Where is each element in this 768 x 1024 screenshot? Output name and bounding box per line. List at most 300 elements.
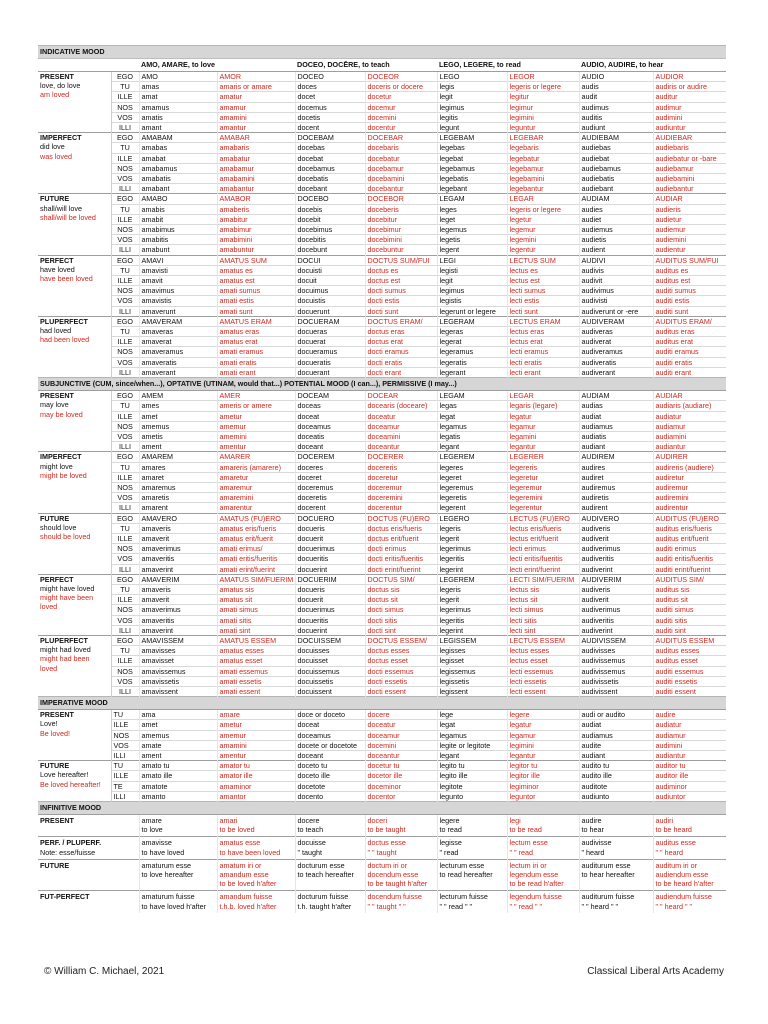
active-form: amaverimus [139,605,217,615]
passive-form: audimini [653,740,726,750]
active-form: docuit [295,276,365,286]
active-form: docuisses [295,646,365,656]
pronoun: ILLI [111,751,139,761]
passive-form: audiaris (audiare) [653,401,726,411]
conjugation-row [38,791,726,801]
active-form: amavisses [139,646,217,656]
passive-form: audiamur [653,421,726,431]
passive-form: legatur [507,720,579,730]
passive-meaning: had been loved [40,335,90,345]
pronoun: ILLI [111,791,139,801]
infinitive-tense [38,891,139,913]
conjugation-row [38,245,726,255]
pronoun: ILLI [111,442,139,452]
infinitive-form [295,859,365,891]
passive-form: docti erimus [365,544,437,554]
passive-form: lecti essemus [507,666,579,676]
tense-label [38,194,111,255]
passive-form: legemur [507,225,579,235]
active-form: audiebant [579,184,653,194]
passive-form: legitor ille [507,771,579,781]
active-form: docuissemus [295,666,365,676]
passive-form: leguntur [507,123,579,133]
active-form: legerat [437,337,507,347]
passive-form: amabimini [217,235,295,245]
form-line: amaturum fuisse [141,892,195,902]
passive-form: docearis (doceare) [365,401,437,411]
active-form: amaveras [139,327,217,337]
tense-label [38,391,111,452]
conjugation-row [38,710,726,720]
infinitive-form [295,837,365,859]
active-form: legeratis [437,357,507,367]
active-form: legerit [437,595,507,605]
active-meaning: might had loved [40,645,91,655]
passive-form: auditi sumus [653,286,726,296]
conjugation-row [38,544,726,554]
passive-form: amatus eris/fueris [217,523,295,533]
passive-form: docti erint/fuerint [365,564,437,574]
active-form: amamus [139,102,217,112]
copyright-text: © William C. Michael, 2021 [44,966,165,977]
active-form: audiverunt or -ere [579,306,653,316]
conjugation-row [38,584,726,594]
pronoun: ILLE [111,411,139,421]
conjugation-row [38,174,726,184]
form-line: doceri [367,816,388,826]
active-form: legebat [437,153,507,163]
form-line: to teach hereafter [297,870,354,880]
pronoun: ILLI [111,564,139,574]
active-form: amaretis [139,493,217,503]
active-form: docuerint [295,625,365,635]
active-form: amabunt [139,245,217,255]
conjugation-row [38,771,726,781]
passive-form: auditi essemus [653,666,726,676]
passive-form: doctus eris/fueris [365,523,437,533]
passive-form: amati eramus [217,347,295,357]
active-form: AMAVERIM [139,574,217,584]
conjugation-row [38,740,726,750]
form-line: audiri [655,816,674,826]
passive-form: auditus erit/fuerit [653,533,726,543]
passive-form: amati estis [217,296,295,306]
conjugation-row [38,327,726,337]
active-form: audivisses [579,646,653,656]
conjugation-row [38,235,726,245]
passive-form: doctus eras [365,327,437,337]
passive-form: lecti eritis/fueritis [507,554,579,564]
active-form: amaremus [139,482,217,492]
active-form: doceamus [295,730,365,740]
tense-name: PERF. / PLUPERF. [40,838,102,848]
pronoun: ILLI [111,625,139,635]
passive-form: legebamini [507,174,579,184]
conjugation-row [38,255,726,265]
active-form: legeras [437,327,507,337]
passive-form: docentor [365,791,437,801]
active-form: doceamus [295,421,365,431]
passive-form: AMABAR [217,133,295,143]
infinitive-row [38,837,726,859]
active-form: DOCEBAM [295,133,365,143]
active-form: amaveritis [139,554,217,564]
active-form: legis [437,82,507,92]
passive-meaning: might be loved [40,470,87,480]
passive-form: legeretur [507,472,579,482]
pronoun: NOS [111,730,139,740]
passive-form: legeremur [507,482,579,492]
active-form: AUDIVERIM [579,574,653,584]
active-form: AMAVI [139,255,217,265]
passive-form: AUDITUS SUM/FUI [653,255,726,265]
active-form: legissent [437,686,507,696]
passive-form: audimur [653,102,726,112]
form-line: to be taught [367,825,406,835]
active-form: amavissent [139,686,217,696]
active-form: doceto ille [295,771,365,781]
form-line: amare [141,816,162,826]
pronoun: ILLE [111,214,139,224]
passive-form: doceantur [365,442,437,452]
passive-form: doceremur [365,482,437,492]
passive-form: DOCEBAR [365,133,437,143]
passive-form: legimur [507,102,579,112]
pronoun: EGO [111,391,139,401]
passive-form: auditi erant [653,367,726,377]
active-form: audivisti [579,296,653,306]
conjugation-row [38,153,726,163]
form-line: to have loved [141,847,185,857]
passive-form: LEGEBAR [507,133,579,143]
pronoun: TU [111,523,139,533]
active-form: legisses [437,646,507,656]
passive-form: ametur [217,720,295,730]
passive-meaning: might have been [40,593,94,603]
passive-form: auditi eratis [653,357,726,367]
conjugation-row [38,133,726,143]
active-form: AMO [139,72,217,82]
active-form: AUDIO [579,72,653,82]
pronoun: ILLE [111,771,139,781]
active-form: doceas [295,401,365,411]
active-form: audiverant [579,367,653,377]
active-form: audito ille [579,771,653,781]
active-form: audiant [579,442,653,452]
active-form: amaverit [139,595,217,605]
tense-label [38,513,111,574]
form-line: to read [439,825,462,835]
passive-form: audiebatur or -bare [653,153,726,163]
tense-label [38,133,111,194]
tense-label [38,452,111,513]
mood-banner [38,46,726,59]
active-form: legisti [437,265,507,275]
verb-header: LEGO, LEGERE, to read [437,59,579,72]
form-line: " " taught " " [367,901,406,911]
active-form: LEGEREM [437,452,507,462]
active-form: AUDIVERAM [579,316,653,326]
passive-form: LECTUS SUM [507,255,579,265]
form-line: legisse [439,838,462,848]
passive-form: DOCTUS SIM/ [365,574,437,584]
pronoun: EGO [111,133,139,143]
passive-form: docebuntur [365,245,437,255]
infinitive-form [507,859,579,891]
passive-form: DOCERER [365,452,437,462]
passive-form: doceris or docere [365,82,437,92]
passive-form: LEGERER [507,452,579,462]
passive-form: lecti sitis [507,615,579,625]
active-form: amaverit [139,533,217,543]
conjugation-row [38,204,726,214]
tense-name: PLUPERFECT [40,316,88,326]
pronoun: EGO [111,255,139,265]
passive-form: legimini [507,112,579,122]
passive-meaning: have been loved [40,274,93,284]
active-form: audivis [579,265,653,275]
conjugation-row [38,123,726,133]
passive-form: docere [365,710,437,720]
active-form: legebas [437,143,507,153]
active-form: DOCUERO [295,513,365,523]
passive-form: audiebantur [653,184,726,194]
active-form: docuissetis [295,676,365,686]
active-form: doceatis [295,431,365,441]
active-form: legitote [437,781,507,791]
active-form: DOCEBO [295,194,365,204]
passive-form: doceamur [365,730,437,740]
pronoun: VOS [111,357,139,367]
pronoun: EGO [111,316,139,326]
passive-form: docebamini [365,174,437,184]
passive-form: amaretur [217,472,295,482]
active-form: amabimus [139,225,217,235]
active-meaning: love, do love [40,81,81,91]
form-line: audire [581,816,602,826]
conjugation-row [38,296,726,306]
passive-form: LECTUS ESSEM [507,635,579,645]
passive-form: auditus esses [653,646,726,656]
active-form: legimus [437,286,507,296]
conjugation-row [38,635,726,645]
passive-form: lectus es [507,265,579,275]
passive-form: doctus sit [365,595,437,605]
passive-form: legitur [507,92,579,102]
active-form: audiremus [579,482,653,492]
passive-form: amatus esses [217,646,295,656]
passive-form: doctus es [365,265,437,275]
form-line: doctus esse [367,838,406,848]
infinitive-row [38,891,726,913]
tense-name: FUTURE [40,194,70,204]
passive-meaning: should be loved [40,531,91,541]
active-form: audiamus [579,730,653,740]
tense-note: Note: esse/fuisse [40,847,96,857]
passive-form: docti sint [365,625,437,635]
passive-form: audiebamur [653,163,726,173]
active-form: audiverit [579,595,653,605]
form-line: to hear [581,825,604,835]
active-form: audiant [579,751,653,761]
active-form: legamus [437,421,507,431]
conjugation-row [38,276,726,286]
infinitive-row [38,815,726,837]
tense-name: PERFECT [40,255,74,265]
passive-meaning: loved [40,663,58,673]
pronoun: TU [111,265,139,275]
footer [44,966,724,980]
conjugation-row [38,265,726,275]
conjugation-row [38,646,726,656]
passive-form: legantur [507,751,579,761]
passive-form: audireris (audiere) [653,462,726,472]
passive-form: auditus es [653,265,726,275]
active-form: docuisset [295,656,365,666]
conjugation-row [38,554,726,564]
passive-form: amemur [217,730,295,740]
passive-form: doceberis [365,204,437,214]
pronoun: ILLE [111,92,139,102]
passive-form: auditor tu [653,761,726,771]
pronoun: NOS [111,605,139,615]
form-line: lectum esse [509,838,548,848]
active-form: audi or audito [579,710,653,720]
passive-form: amaberis [217,204,295,214]
mood-title: INFINITIVE MOOD [38,802,726,815]
form-line: lecturum esse [439,860,485,870]
form-line: to be read [509,825,542,835]
conjugation-row [38,357,726,367]
infinitive-form [507,891,579,913]
passive-form: AMABOR [217,194,295,204]
passive-form: lectus eris/fueris [507,523,579,533]
passive-form: audiantur [653,751,726,761]
active-meaning: shall/will love [40,203,82,213]
active-form: LEGI [437,255,507,265]
passive-meaning: shall/will be loved [40,212,96,222]
active-form: legit [437,276,507,286]
passive-form: amabitur [217,214,295,224]
passive-form: lectus sit [507,595,579,605]
pronoun: TU [111,327,139,337]
pronoun: ILLE [111,337,139,347]
passive-form: docetur [365,92,437,102]
passive-form: lecti eramus [507,347,579,357]
passive-form: amaris or amare [217,82,295,92]
passive-meaning: might had been [40,654,90,664]
tense-name: PRESENT [40,391,74,401]
conjugation-row [38,163,726,173]
form-line: to be loved h'after [219,879,277,889]
conjugation-row [38,513,726,523]
active-form: AUDIAM [579,194,653,204]
passive-form: auditus sis [653,584,726,594]
form-line: auditum iri or [655,860,698,870]
active-form: legetis [437,235,507,245]
passive-form: amati simus [217,605,295,615]
active-form: LEGEREM [437,574,507,584]
conjugation-row [38,82,726,92]
infinitive-form [437,815,507,837]
form-line: amari [219,816,238,826]
pronoun: VOS [111,740,139,750]
passive-form: leguntor [507,791,579,801]
active-form: amabat [139,153,217,163]
form-line: amatum iri or [219,860,262,870]
active-form: docebant [295,184,365,194]
passive-form: audiris or audire [653,82,726,92]
passive-form: docti simus [365,605,437,615]
active-form: legent [437,245,507,255]
pronoun: TU [111,204,139,214]
conjugation-row [38,523,726,533]
pronoun: TU [111,401,139,411]
passive-form: legaris (legare) [507,401,579,411]
passive-form: amator tu [217,761,295,771]
active-form: audite [579,740,653,750]
form-line: legere [439,816,460,826]
tense-name: IMPERFECT [40,452,82,462]
active-form: audit [579,92,653,102]
passive-form: amabimur [217,225,295,235]
pronoun: ILLE [111,276,139,286]
pronoun: ILLE [111,595,139,605]
mood-banner [38,802,726,815]
active-form: audiebamus [579,163,653,173]
conjugation-row [38,102,726,112]
active-form: docete or docetote [295,740,365,750]
form-line: " " heard " " [581,901,619,911]
form-line: " heard [581,847,605,857]
active-form: amet [139,720,217,730]
pronoun: VOS [111,676,139,686]
passive-form: docebimur [365,225,437,235]
passive-form: lectus erit/fuerit [507,533,579,543]
conjugation-row [38,391,726,401]
tense-name: FUTURE [40,860,70,870]
passive-form: ameris or amere [217,401,295,411]
form-line: docendum esse [367,870,419,880]
active-form: audietis [579,235,653,245]
active-form: legant [437,442,507,452]
active-form: DOCEREM [295,452,365,462]
passive-form: audieris [653,204,726,214]
form-line: t.h.b. loved h'after [219,901,277,911]
active-form: legebatis [437,174,507,184]
passive-form: docetur tu [365,761,437,771]
active-form: legeret [437,472,507,482]
passive-form: legebatur [507,153,579,163]
form-line: to be read h'after [509,879,564,889]
passive-form: audientur [653,245,726,255]
passive-form: docereris [365,462,437,472]
verb-header: AUDIO, AUDIRE, to hear [579,59,726,72]
conjugation-row [38,421,726,431]
active-form: audiat [579,411,653,421]
active-form: leget [437,214,507,224]
active-form: docueris [295,584,365,594]
passive-form: audiatur [653,720,726,730]
mood-banner [38,378,726,391]
passive-form: AUDITUS ERAM/ [653,316,726,326]
infinitive-form [507,837,579,859]
active-form: audires [579,462,653,472]
mood-title: SUBJUNCTIVE (CUM, since/when...), OPTATIVE (UTINAM, would that...) POTENTIAL MOOD (I can...), PERMISSIVE (I may...) [38,378,726,391]
active-form: legito ille [437,771,507,781]
passive-form: doceamur [365,421,437,431]
infinitive-form [139,859,217,891]
